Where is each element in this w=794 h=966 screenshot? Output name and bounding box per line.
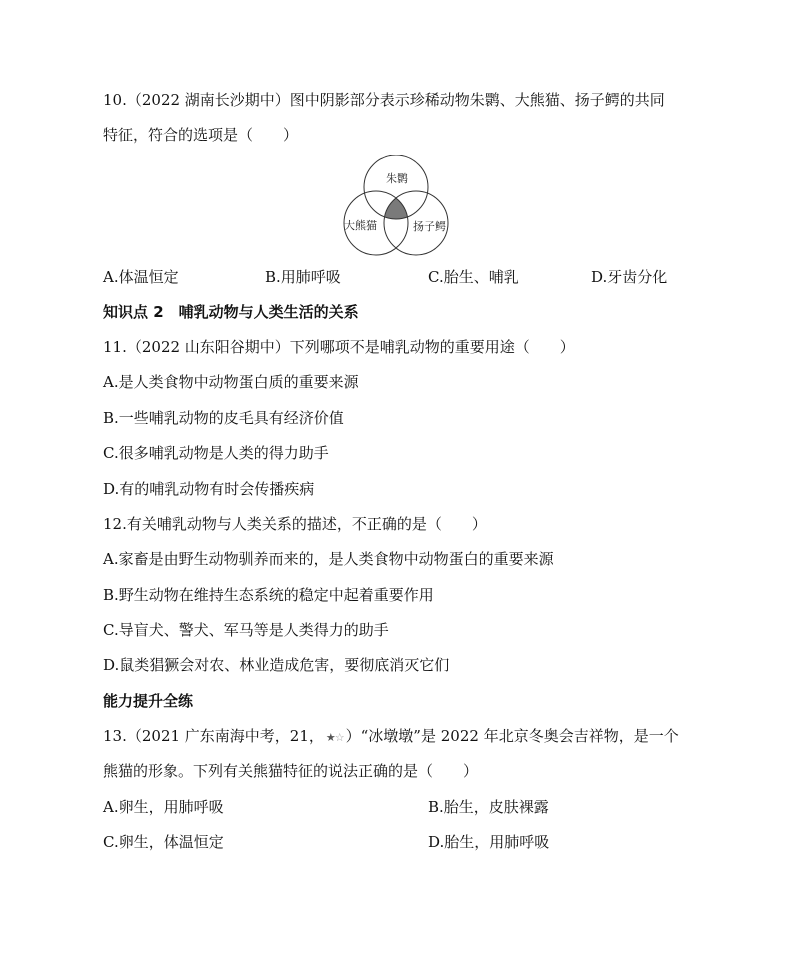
difficulty-star-icon: ★☆ [325,731,344,744]
q13-stem-part2: ）“冰墩墩”是 2022 年北京冬奥会吉祥物，是一个 [345,727,679,745]
q13-stem-line2: 熊猫的形象。下列有关熊猫特征的说法正确的是（ ） [103,762,479,780]
q13-stem-line1 [103,726,679,748]
q11-option-b: B.一些哺乳动物的皮毛具有经济价值 [103,409,344,427]
q11-option-a: A.是人类食物中动物蛋白质的重要来源 [103,373,359,391]
q11-stem: 11.（2022 山东阳谷期中）下列哪项不是哺乳动物的重要用途（ ） [103,338,575,356]
venn-diagram [338,155,456,257]
q13-stem-part1: 13.（2021 广东南海中考，21， [103,727,324,745]
q13-option-d: D.胎生，用肺呼吸 [428,833,550,851]
q12-option-d: D.鼠类猖獗会对农、林业造成危害，要彻底消灭它们 [103,656,450,674]
q10-stem-line2: 特征，符合的选项是（ ） [103,126,299,144]
section-heading-ability: 能力提升全练 [103,692,194,710]
q12-option-c: C.导盲犬、警犬、军马等是人类得力的助手 [103,621,389,639]
venn-label-left: 大熊猫 [344,219,377,232]
q12-option-a: A.家畜是由野生动物驯养而来的，是人类食物中动物蛋白的重要来源 [103,550,554,568]
q12-option-b: B.野生动物在维持生态系统的稳定中起着重要作用 [103,586,434,604]
venn-label-right: 扬子鳄 [413,220,446,233]
q13-option-c: C.卵生，体温恒定 [103,833,224,851]
section-heading-knowledge-point-2: 知识点 2 哺乳动物与人类生活的关系 [103,303,359,321]
venn-label-top: 朱鹮 [386,172,408,185]
q12-stem: 12.有关哺乳动物与人类关系的描述，不正确的是（ ） [103,515,487,533]
q11-option-d: D.有的哺乳动物有时会传播疾病 [103,480,315,498]
q10-option-a: A.体温恒定 [103,268,179,286]
q10-option-c: C.胎生、哺乳 [428,268,519,286]
q13-option-a: A.卵生，用肺呼吸 [103,798,224,816]
q13-option-b: B.胎生，皮肤裸露 [428,798,549,816]
q10-stem-line1: 10.（2022 湖南长沙期中）图中阴影部分表示珍稀动物朱鹮、大熊猫、扬子鳄的共同 [103,91,665,109]
q10-option-b: B.用肺呼吸 [265,268,341,286]
q10-option-d: D.牙齿分化 [591,268,668,286]
q11-option-c: C.很多哺乳动物是人类的得力助手 [103,444,329,462]
